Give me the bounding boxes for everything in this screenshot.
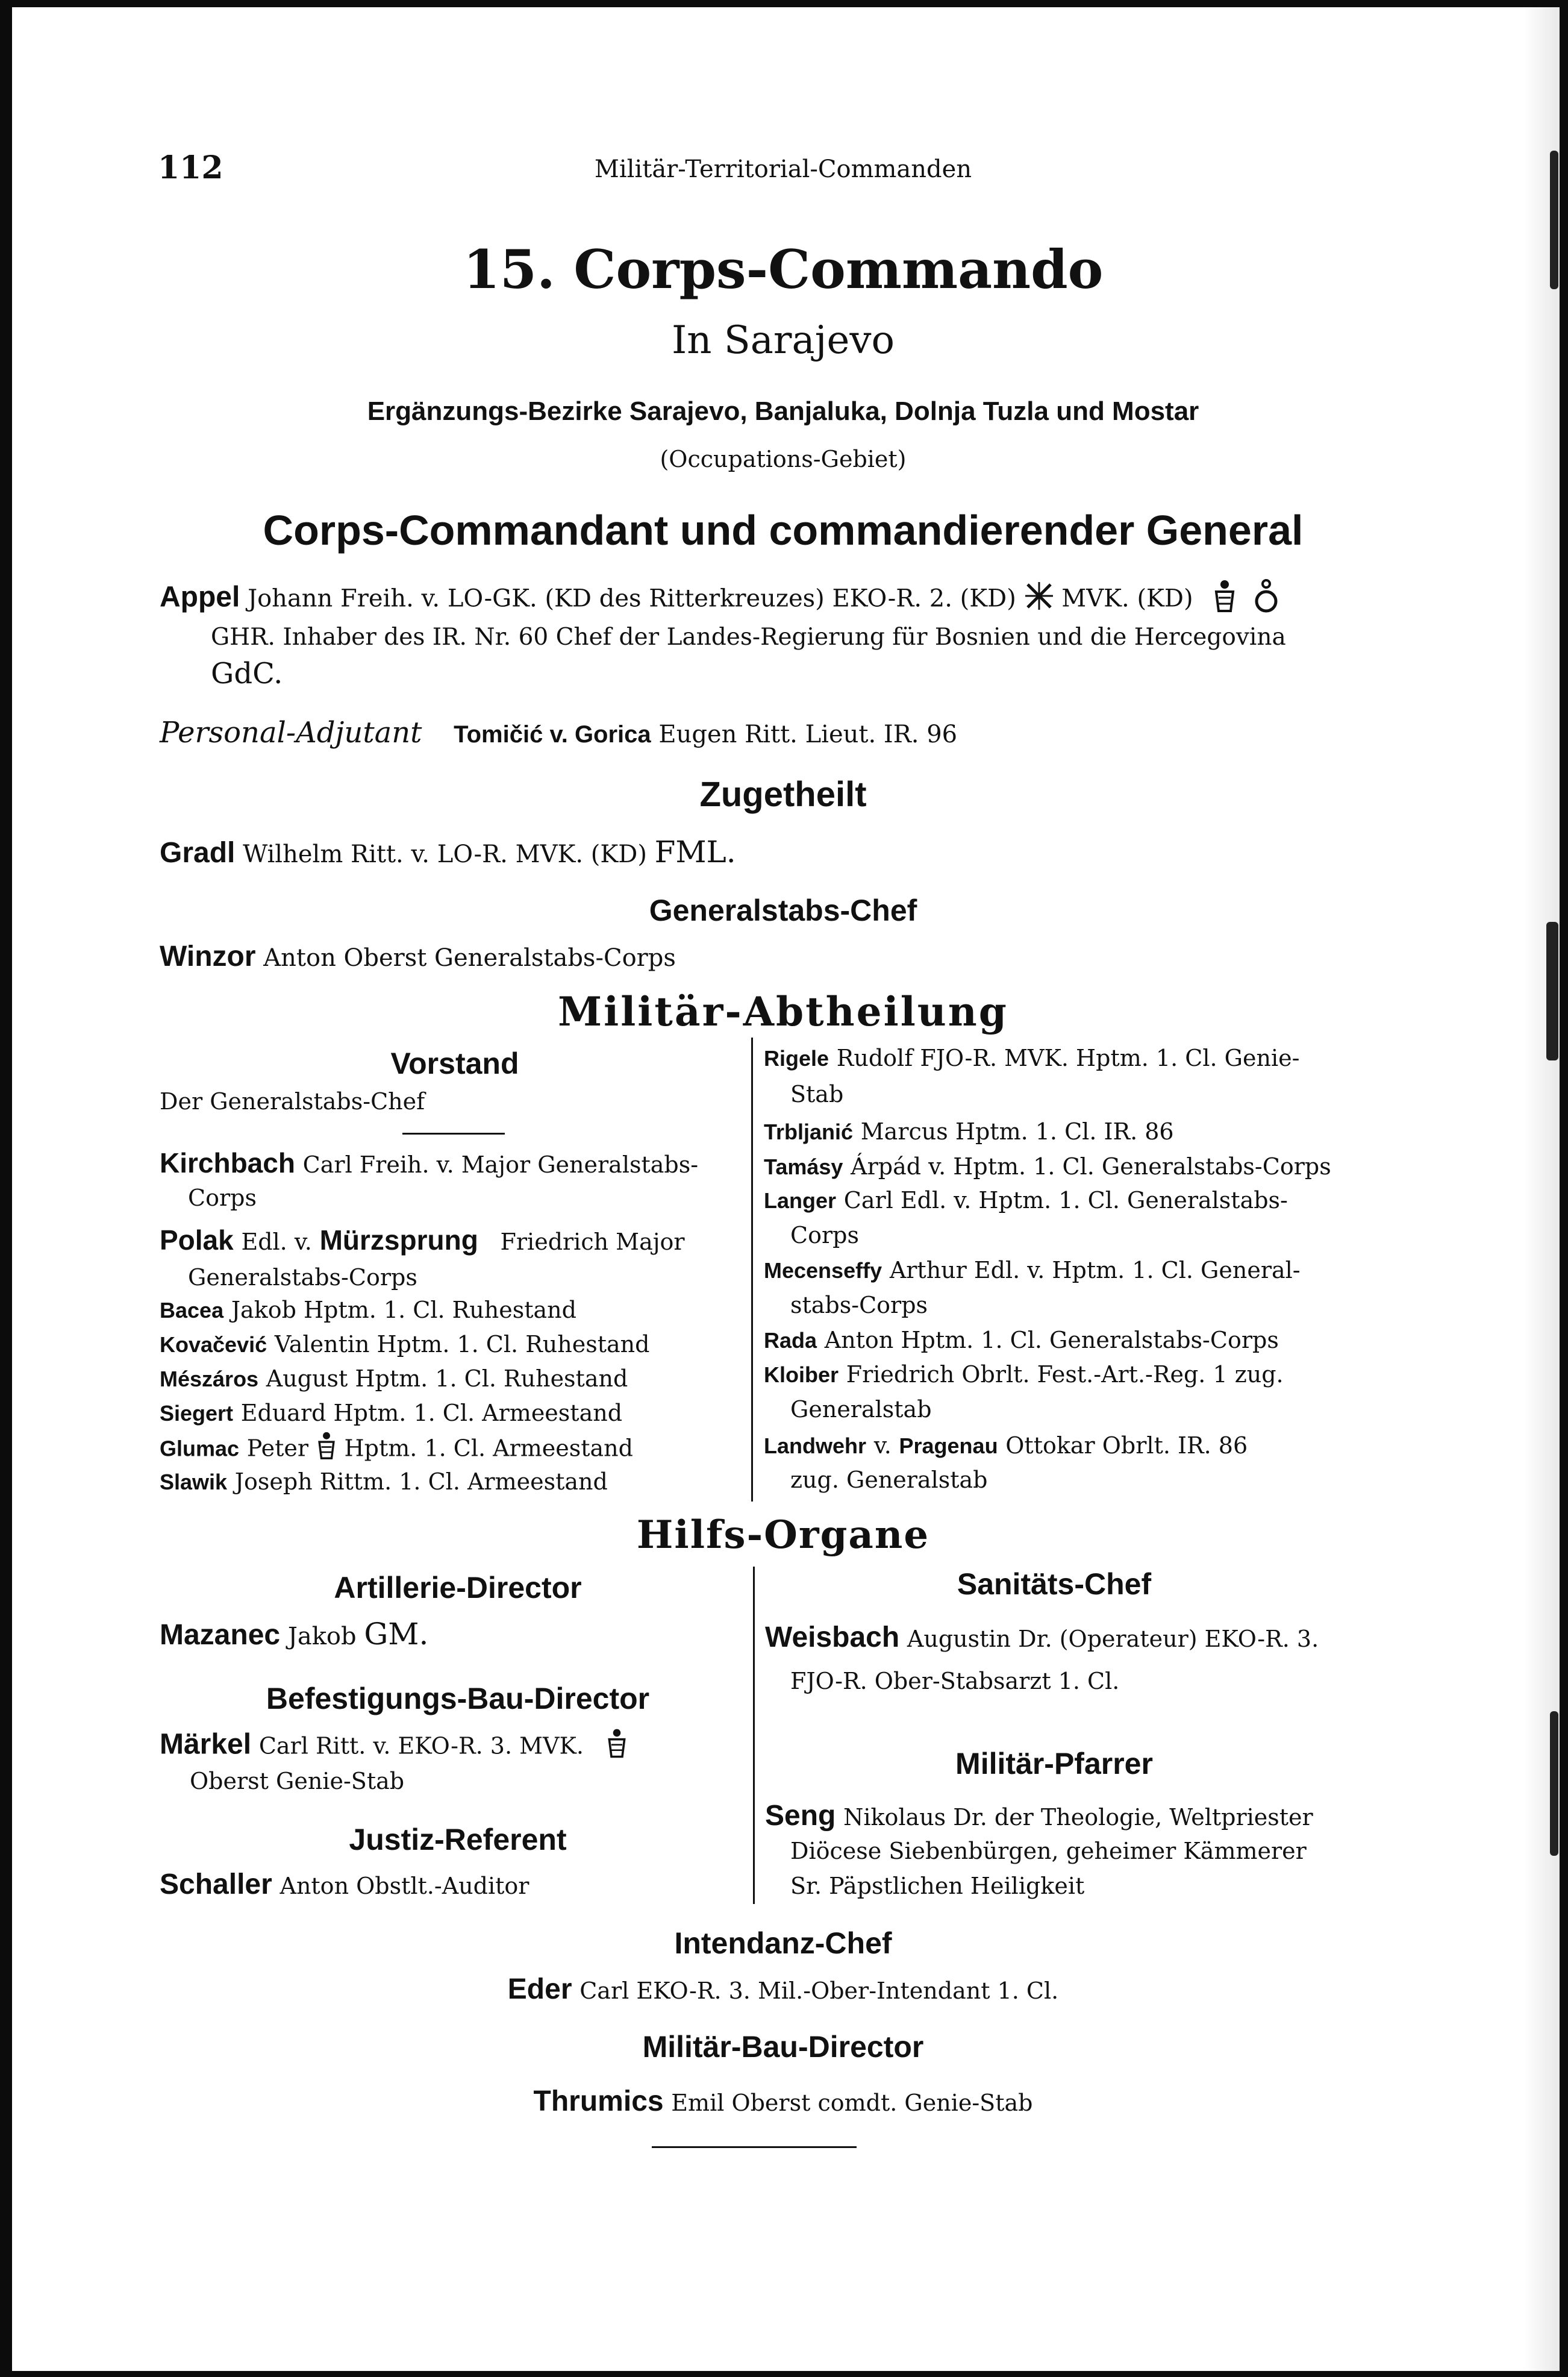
maerkel-entry — [160, 1727, 628, 1768]
running-title: Militär-Territorial-Commanden — [594, 155, 972, 183]
entry-text: Emil Oberst comdt. Genie-Stab — [671, 2090, 1033, 2116]
surname: Kirchbach — [160, 1147, 295, 1179]
surname: Slawik — [160, 1470, 228, 1494]
commander-entry-line1 — [160, 578, 1278, 622]
surname: Mészáros — [160, 1367, 259, 1391]
kirchbach-entry — [160, 1146, 698, 1182]
entry-text: Jakob — [287, 1623, 357, 1650]
rigele-entry — [764, 1041, 1299, 1076]
surname: Langer — [764, 1188, 837, 1213]
surname: Gradl — [160, 837, 236, 869]
surname: Rada — [764, 1328, 817, 1353]
entry-text: Friedrich Obrlt. Fest.-Art.-Reg. 1 zug. — [846, 1361, 1284, 1388]
rada-entry — [764, 1323, 1279, 1358]
seng-cont2: Sr. Päpstlichen Heiligkeit — [790, 1873, 1085, 1899]
entry-text: Árpád v. Hptm. 1. Cl. Generalstabs-Corps — [851, 1153, 1331, 1180]
trbljanic-entry — [764, 1115, 1174, 1149]
short-rule — [402, 1133, 505, 1135]
seng-entry — [765, 1799, 1313, 1834]
closing-rule — [652, 2146, 857, 2148]
meszaros-entry — [160, 1362, 628, 1396]
surname: Tomičić v. Gorica — [454, 721, 651, 748]
weisbach-cont: FJO-R. Ober-Stabsarzt 1. Cl. — [790, 1668, 1120, 1694]
districts-line: Ergänzungs-Bezirke Sarajevo, Banjaluka, Dolnja Tuzla und Mostar — [367, 396, 1199, 426]
surname: Mazanec — [160, 1619, 281, 1651]
thrumics-entry — [181, 2085, 1385, 2120]
commander-rank: GdC. — [211, 657, 283, 691]
justice-heading: Justiz-Referent — [349, 1823, 567, 1856]
order-medal-icon — [1254, 578, 1278, 622]
siegert-entry — [160, 1396, 622, 1430]
surname: Mürzsprung — [319, 1224, 478, 1256]
surname: Landwehr — [764, 1433, 867, 1458]
entry-text: Joseph Rittm. 1. Cl. Armeestand — [234, 1468, 608, 1495]
page-number: 112 — [158, 149, 223, 186]
entry-text: v. — [873, 1432, 892, 1459]
kirchbach-cont: Corps — [188, 1185, 257, 1211]
surname: Mecenseffy — [764, 1258, 882, 1283]
seng-cont1: Diöcese Siebenbürgen, geheimer Kämmerer — [790, 1838, 1307, 1864]
entry-text: Nikolaus Dr. der Theologie, Weltpriester — [843, 1804, 1313, 1831]
surname: Trbljanić — [764, 1120, 854, 1144]
fortification-heading: Befestigungs-Bau-Director — [266, 1682, 650, 1715]
kovacevic-entry — [160, 1327, 649, 1362]
entry-text: Marcus Hptm. 1. Cl. IR. 86 — [860, 1118, 1174, 1145]
entry-text: Valentin Hptm. 1. Cl. Ruhestand — [274, 1331, 650, 1358]
auxiliary-heading: Hilfs-Organe — [636, 1512, 930, 1558]
rank: GM. — [364, 1617, 429, 1652]
polak-entry — [160, 1223, 685, 1259]
intendance-heading: Intendanz-Chef — [674, 1926, 892, 1960]
entry-text: August Hptm. 1. Cl. Ruhestand — [266, 1365, 628, 1392]
entry-text: Hptm. 1. Cl. Armeestand — [344, 1435, 633, 1462]
entry-text: Eduard Hptm. 1. Cl. Armeestand — [240, 1400, 623, 1426]
commander-heading: Corps-Commandant und commandierender General — [263, 507, 1304, 554]
column-divider — [751, 1038, 753, 1502]
surname: Pragenau — [899, 1433, 998, 1458]
city-subtitle: In Sarajevo — [672, 318, 895, 363]
mecenseffy-cont: stabs-Corps — [790, 1292, 928, 1318]
surname: Rigele — [764, 1046, 829, 1071]
surname: Seng — [765, 1800, 836, 1832]
rank: FML. — [654, 835, 736, 869]
surname: Thrumics — [533, 2085, 664, 2117]
surname: Eder — [507, 1973, 572, 2005]
schaller-entry — [160, 1868, 529, 1903]
entry-text: Ottokar Obrlt. IR. 86 — [1005, 1432, 1248, 1459]
construction-heading: Militär-Bau-Director — [642, 2030, 924, 2064]
commander-entry-line2: GHR. Inhaber des IR. Nr. 60 Chef der Landes-Regierung für Bosnien und die Hercegovina — [211, 624, 1286, 651]
board-heading: Vorstand — [390, 1047, 519, 1080]
tamasy-entry — [764, 1150, 1331, 1184]
surname: Kovačević — [160, 1332, 267, 1357]
entry-text: Rudolf FJO-R. MVK. Hptm. 1. Cl. Genie- — [836, 1045, 1300, 1071]
adjutant-entry — [160, 716, 957, 751]
decoration-icon — [1213, 578, 1237, 622]
attached-heading: Zugetheilt — [699, 775, 867, 814]
board-subtitle: Der Generalstabs-Chef — [160, 1088, 425, 1115]
crossed-swords-icon — [1024, 581, 1054, 620]
entry-text: MVK. (KD) — [1061, 584, 1193, 613]
military-section-heading: Militär-Abtheilung — [558, 988, 1008, 1035]
bacea-entry — [160, 1293, 576, 1327]
kloiber-entry — [764, 1358, 1284, 1392]
surname: Kloiber — [764, 1362, 839, 1387]
surname: Weisbach — [765, 1621, 900, 1653]
entry-text: Wilhelm Ritt. v. LO-R. MVK. (KD) — [243, 841, 647, 868]
landwehr-cont: zug. Generalstab — [790, 1467, 988, 1493]
entry-text: Carl Ritt. v. EKO-R. 3. MVK. — [258, 1732, 584, 1759]
surname: Schaller — [160, 1868, 272, 1900]
polak-cont: Generalstabs-Corps — [188, 1264, 417, 1291]
winzor-entry — [160, 940, 676, 975]
langer-entry — [764, 1183, 1288, 1218]
surname: Bacea — [160, 1298, 224, 1323]
surname: Märkel — [160, 1728, 252, 1761]
surname: Glumac — [160, 1436, 240, 1461]
decoration-icon — [606, 1727, 628, 1768]
entry-text: Anton Hptm. 1. Cl. Generalstabs-Corps — [824, 1327, 1279, 1353]
gradl-entry — [160, 835, 736, 871]
surname: Tamásy — [764, 1154, 843, 1179]
entry-text: Eugen Ritt. Lieut. IR. 96 — [658, 721, 958, 748]
surname: Siegert — [160, 1401, 234, 1426]
glumac-entry — [160, 1430, 633, 1470]
mazanec-entry — [160, 1617, 428, 1653]
entry-text: Jakob Hptm. 1. Cl. Ruhestand — [231, 1297, 576, 1323]
entry-text: Arthur Edl. v. Hptm. 1. Cl. General- — [889, 1257, 1301, 1283]
chaplain-heading: Militär-Pfarrer — [955, 1747, 1153, 1780]
medical-heading: Sanitäts-Chef — [957, 1567, 1152, 1601]
entry-text: Carl Freih. v. Major Generalstabs- — [302, 1151, 699, 1178]
rigele-cont: Stab — [790, 1081, 844, 1107]
entry-text: Friedrich Major — [500, 1229, 685, 1255]
mecenseffy-entry — [764, 1253, 1301, 1288]
page-title: 15. Corps-Commando — [463, 238, 1104, 301]
entry-text: Augustin Dr. (Operateur) EKO-R. 3. — [907, 1626, 1319, 1652]
maerkel-cont: Oberst Genie-Stab — [190, 1768, 405, 1794]
entry-text: Johann Freih. v. LO-GK. (KD des Ritterkreuzes) EKO-R. 2. (KD) — [248, 584, 1016, 613]
kloiber-cont: Generalstab — [790, 1396, 932, 1423]
weisbach-entry — [765, 1621, 1319, 1656]
entry-text: Edl. v. — [241, 1229, 312, 1255]
decoration-icon — [316, 1430, 337, 1470]
surname: Polak — [160, 1224, 234, 1256]
occupation-note: (Occupations-Gebiet) — [660, 446, 907, 472]
entry-text: Carl Edl. v. Hptm. 1. Cl. Generalstabs- — [843, 1187, 1288, 1214]
entry-text: Peter — [246, 1435, 309, 1462]
landwehr-entry — [764, 1429, 1248, 1463]
entry-text: Anton Oberst Generalstabs-Corps — [263, 944, 676, 972]
langer-cont: Corps — [790, 1222, 859, 1248]
artillery-heading: Artillerie-Director — [334, 1571, 582, 1605]
entry-text: Anton Obstlt.-Auditor — [280, 1873, 529, 1899]
adjutant-label: Personal-Adjutant — [160, 716, 422, 750]
surname: Winzor — [160, 941, 256, 972]
slawik-entry — [160, 1465, 608, 1499]
surname: Appel — [160, 581, 240, 613]
entry-text: Carl EKO-R. 3. Mil.-Ober-Intendant 1. Cl. — [579, 1978, 1059, 2004]
chief-of-staff-heading: Generalstabs-Chef — [649, 894, 917, 927]
eder-entry — [181, 1973, 1385, 2008]
